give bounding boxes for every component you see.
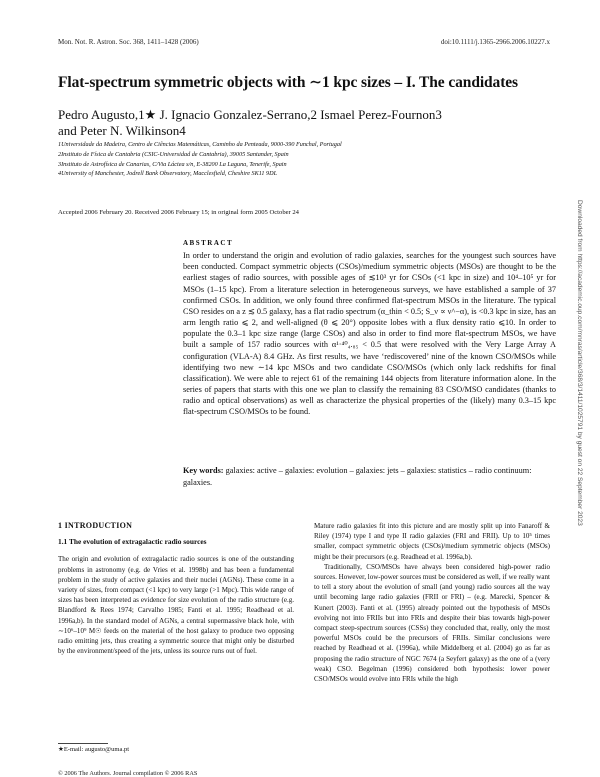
affiliation: 4University of Manchester, Jodrell Bank Observatory, Macclesfield, Cheshire SK11 9DL	[58, 170, 278, 178]
paragraph-text: Mature radio galaxies fit into this picture and are mostly split up into Fanaroff & Riley (1974) type I and type II radio galaxies (FRI and FRII). Up to 10⁵ times smaller, compact symmetric objects (CSOs)/medium symmetric objects (MSOs) might be their precursors (e.g. Readhead et al. 1996a,b).	[314, 522, 550, 561]
download-watermark: Downloaded from https://academic.oup.com/mnras/article/368/3/1411/1025791 by guest on 22 September 2023	[576, 200, 583, 526]
author-line: and Peter N. Wilkinson4	[58, 123, 186, 138]
subsection-heading: 1.1 The evolution of extragalactic radio sources	[58, 537, 207, 547]
keywords	[183, 465, 556, 488]
footnote-email: ★E-mail: augusto@uma.pt	[58, 746, 130, 753]
affiliations	[58, 140, 528, 179]
paper-title: Flat-spectrum symmetric objects with ∼1 kpc sizes – I. The candidates	[58, 74, 518, 91]
keywords-text: galaxies: active – galaxies: evolution – galaxies: jets – galaxies: statistics – radio continuum: galaxies.	[183, 466, 532, 487]
journal-citation: Mon. Not. R. Astron. Soc. 368, 1411–1428 (2006)	[58, 38, 199, 46]
submission-dates: Accepted 2006 February 20. Received 2006 February 15; in original form 2005 October 24	[58, 209, 299, 216]
doi[interactable]: doi:10.1111/j.1365-2966.2006.10227.x	[440, 38, 550, 46]
affiliation: 1Universidade da Madeira, Centro de Ciências Matemáticas, Caminho da Penteada, 9000-390 Funchal, Portugal	[58, 141, 342, 148]
paragraph	[58, 554, 294, 656]
abstract-text: In order to understand the origin and evolution of radio galaxies, searches for the youngest such sources have been conducted. Compact symmetric objects (CSOs)/medium symmetric objects (MSOs) are thought to be the earliest stages of radio sources, with possible ages of ≲10³ yr for CSOs (<1 kpc in size) and 10⁴–10⁵ yr for MSOs (1–15 kpc). From a literature selection in heterogeneous surveys, we have established a sample of 37 confirmed CSOs. In addition, we only found three confirmed flat-spectrum MSOs in the literature. The typical CSO resides on a z ≲ 0.5 galaxy, has a flat radio spectrum (α_thin < 0.5; S_ν ∝ ν^−α), is <0.3 kpc in size, has an arm length ratio ⩽ 2, and well-aligned (θ ⩽ 20°) opposite lobes with a flux density ratio ⩽10. In order to populate the 0.3–1 kpc size range (large CSOs) and also in order to find more flat-spectrum MSOs, we have built a sample of 157 radio sources with α¹·⁴⁰₄.₈₅ < 0.5 that were resolved with the Very Large Array A configuration (VLA-A) 8.4 GHz. As first results, we have ‘rediscovered’ nine of the known CSO/MSOs while identifying two new ∼14 kpc MSOs and two candidate CSO/MSOs (which only lack redshifts for final classification). We were able to reject 61 of the remaining 144 objects from literature information alone. In the series of papers that starts with this one we plan to classify the remaining 83 CSO/MSO candidates (thanks to radio and optical observations) as well as characterize the physical properties of the (likely) many 0.3–15 kpc flat-spectrum CSO/MSOs to be found.	[183, 251, 556, 417]
paragraph-text: Traditionally, CSO/MSOs have always been considered high-power radio sources. However, low-power sources must be considered as well, if we really want to tell a story about the evolution of small (and young) radio sources all the way until becoming large radio galaxies (FRII or FRI) – (e.g. Marecki, Spencer & Kunert (2003). Fanti et al. (1995) already pointed out the hypothesis of MSOs evolving not into FRIIs but into FRIs and despite their bias towards high-power compact steep-spectrum sources (CSSs) they concluded that, really, only the most powerful MSOs could be the precursors of FRIIs. Similar conclusions were reached by Readhead et al. (1996a), while Middelberg et al. (2004) go as far as proposing the radio structure of NGC 7674 (a Seyfert galaxy) as the one of a (very weak) CSO. Begelman (1996) considered both hypothesis: lower power CSO/MSOs would evolve into FRIs while the high	[314, 562, 550, 684]
affiliation: 3Instituto de Astrofísica de Canarias, C/Via Láctea s/n, E-38200 La Laguna, Tenerife, Spain	[58, 160, 287, 168]
keywords-label: Key words:	[183, 466, 224, 475]
paragraph-text: The origin and evolution of extragalactic radio sources is one of the outstanding problems in astronomy (e.g. de Vries et al. 1998b) and has been a fundamental problem in the study of active galaxies and their nuclei (AGNs). These come in a variety of sizes, from compact (<1 kpc) to very large (>1 Mpc). This wide range of sizes has been interpreted as evidence for size evolution of the radio structure (e.g. Blandford & Rees 1974; Carvalho 1985; Fanti et al. 1995; Readhead et al. 1996a,b). In the standard model of AGNs, a central supermassive black hole, with ∼10⁶–10⁹ M☉ feeds on the material of the host galaxy to produce two opposing radio emitting jets, thus creating a symmetric source that might only be disturbed by the environment/speed of the jets, unless its source runs out of fuel.	[58, 555, 294, 656]
author-list	[58, 107, 528, 139]
affiliation: 2Instituto de Física de Cantabria (CSIC-Universidad de Cantabria), 39005 Santander, Spain	[58, 150, 289, 158]
abstract	[183, 238, 556, 418]
author-line: Pedro Augusto,1★ J. Ignacio Gonzalez-Serrano,2 Ismael Perez-Fournon3	[58, 107, 442, 122]
section-heading: 1 INTRODUCTION	[58, 521, 133, 530]
copyright: © 2006 The Authors. Journal compilation © 2006 RAS	[58, 770, 198, 777]
abstract-heading: ABSTRACT	[183, 239, 234, 247]
body-column-left	[58, 521, 294, 656]
paragraph	[314, 521, 550, 684]
body-column-right	[314, 521, 550, 684]
footnote-divider	[58, 743, 108, 744]
